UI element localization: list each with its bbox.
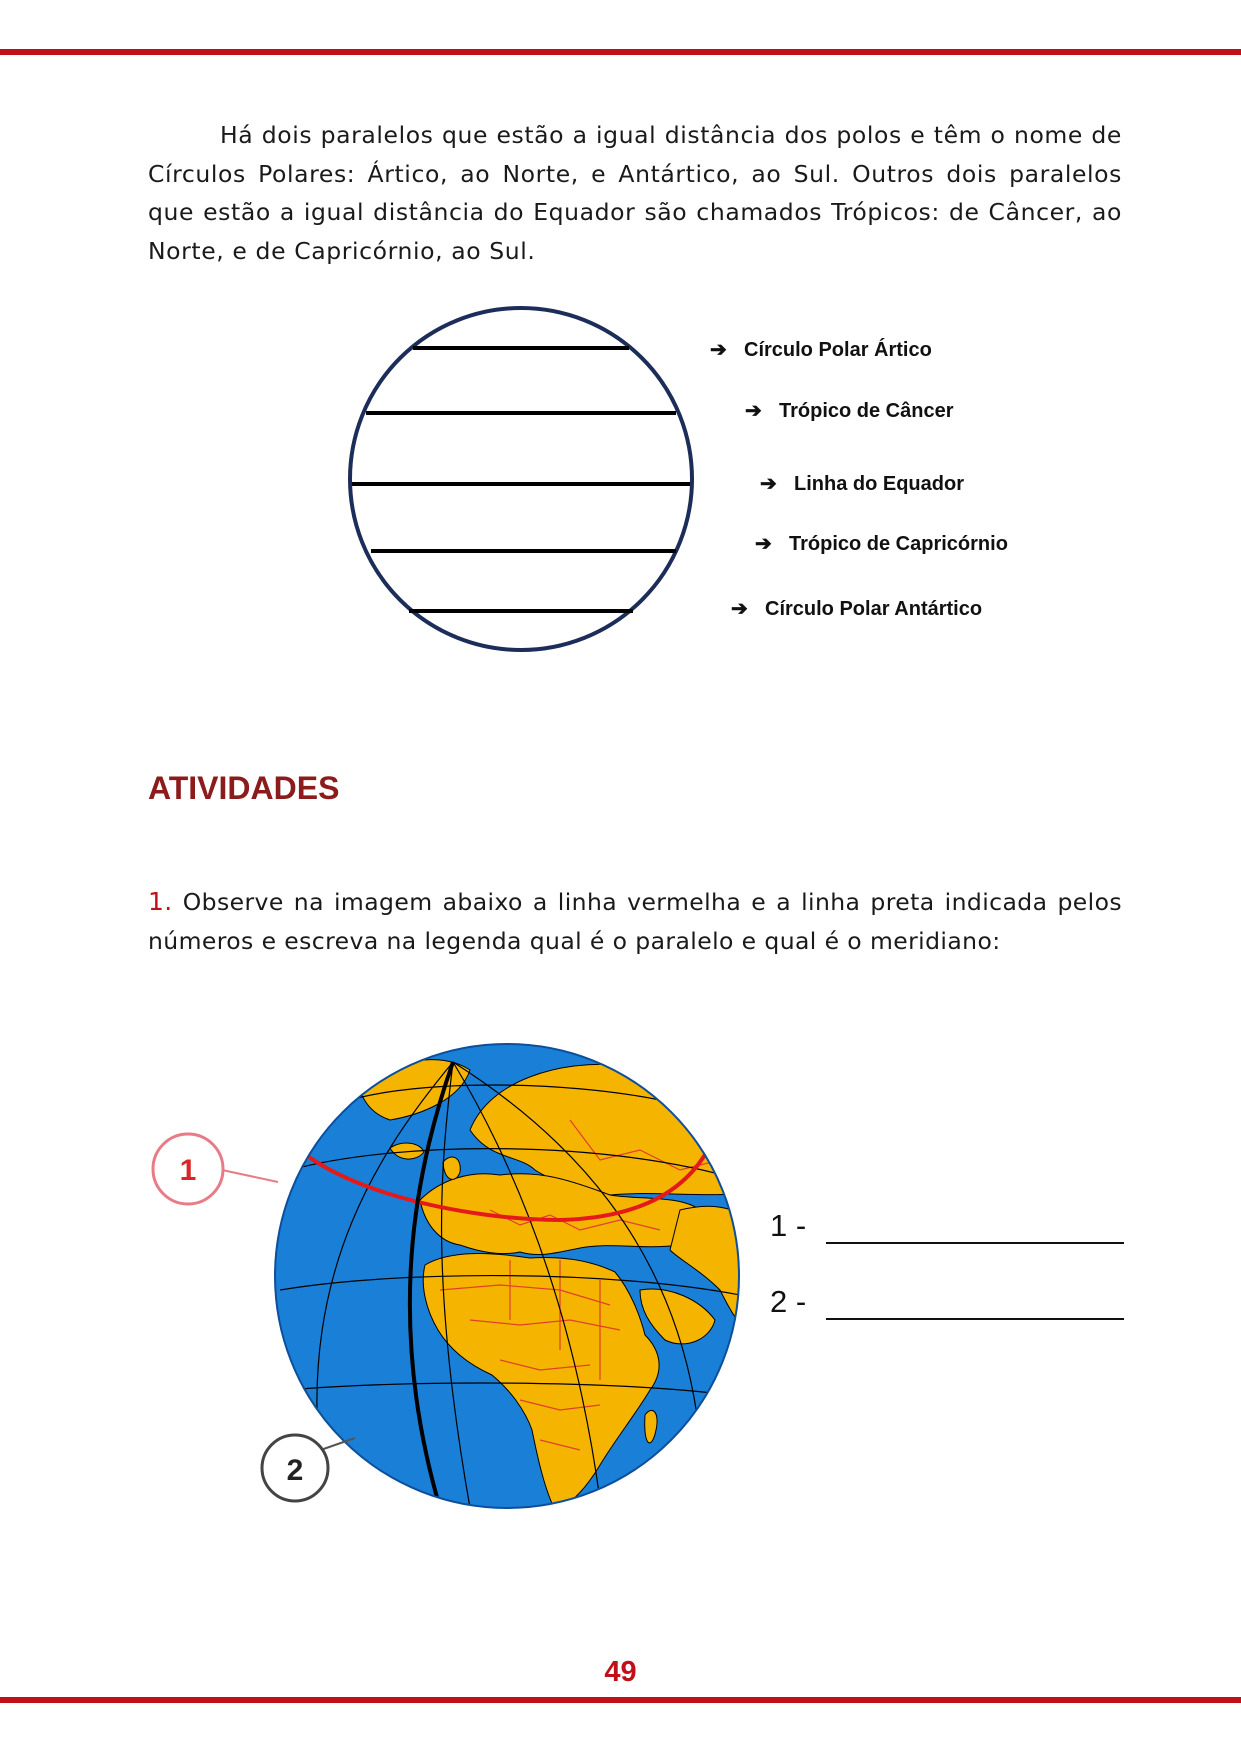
intro-paragraph <box>148 116 1122 270</box>
answer-blank-1[interactable] <box>826 1214 1124 1244</box>
legend-label: Trópico de Câncer <box>779 400 954 422</box>
intro-text: Há dois paralelos que estão a igual distância dos polos e têm o nome de Círculos Polares: Ártico, ao Norte, e Antártico, ao Sul. Outros dois paralelos que estão a igual distância do Equador são chamados Trópicos: de Câncer, ao Norte, e de Capricórnio, ao Sul. <box>148 121 1122 265</box>
legend-label: Círculo Polar Antártico <box>765 598 983 620</box>
legend-antarctic-circle <box>731 596 982 621</box>
callout-2-label: 2 <box>286 1454 304 1487</box>
legend-arctic-circle <box>710 337 932 362</box>
legend-label: Linha do Equador <box>794 473 964 495</box>
callout-1-leader <box>222 1170 278 1182</box>
arrow-right-icon: ➔ <box>760 473 777 495</box>
answer-row-2 <box>770 1284 1124 1320</box>
legend-label: Círculo Polar Ártico <box>744 339 932 361</box>
section-heading: ATIVIDADES <box>148 770 340 806</box>
answer-blank-2[interactable] <box>826 1290 1124 1320</box>
parallels-diagram <box>340 300 710 660</box>
legend-tropic-cancer <box>745 398 954 423</box>
question-number: 1. <box>148 887 173 916</box>
question-1 <box>148 882 1122 961</box>
legend-label: Trópico de Capricórnio <box>789 533 1008 555</box>
legend-tropic-capricorn <box>755 531 1008 556</box>
earth-outline <box>350 308 692 650</box>
answer-row-1 <box>770 1208 1124 1244</box>
arrow-right-icon: ➔ <box>755 533 772 555</box>
arrow-right-icon: ➔ <box>745 400 762 422</box>
arrow-right-icon: ➔ <box>731 598 748 620</box>
top-rule <box>0 49 1241 55</box>
callout-1-label: 1 <box>179 1154 197 1187</box>
answer-label: 2 - <box>770 1284 807 1319</box>
answer-label: 1 - <box>770 1208 807 1243</box>
question-text: Observe na imagem abaixo a linha vermelha e a linha preta indicada pelos números e escreva na legenda qual é o paralelo e qual é o meridiano: <box>148 888 1123 955</box>
page-number: 49 <box>604 1656 637 1688</box>
arrow-right-icon: ➔ <box>710 339 727 361</box>
bottom-rule <box>0 1697 1241 1703</box>
globe-illustration <box>140 1020 760 1530</box>
legend-equator <box>760 471 964 496</box>
